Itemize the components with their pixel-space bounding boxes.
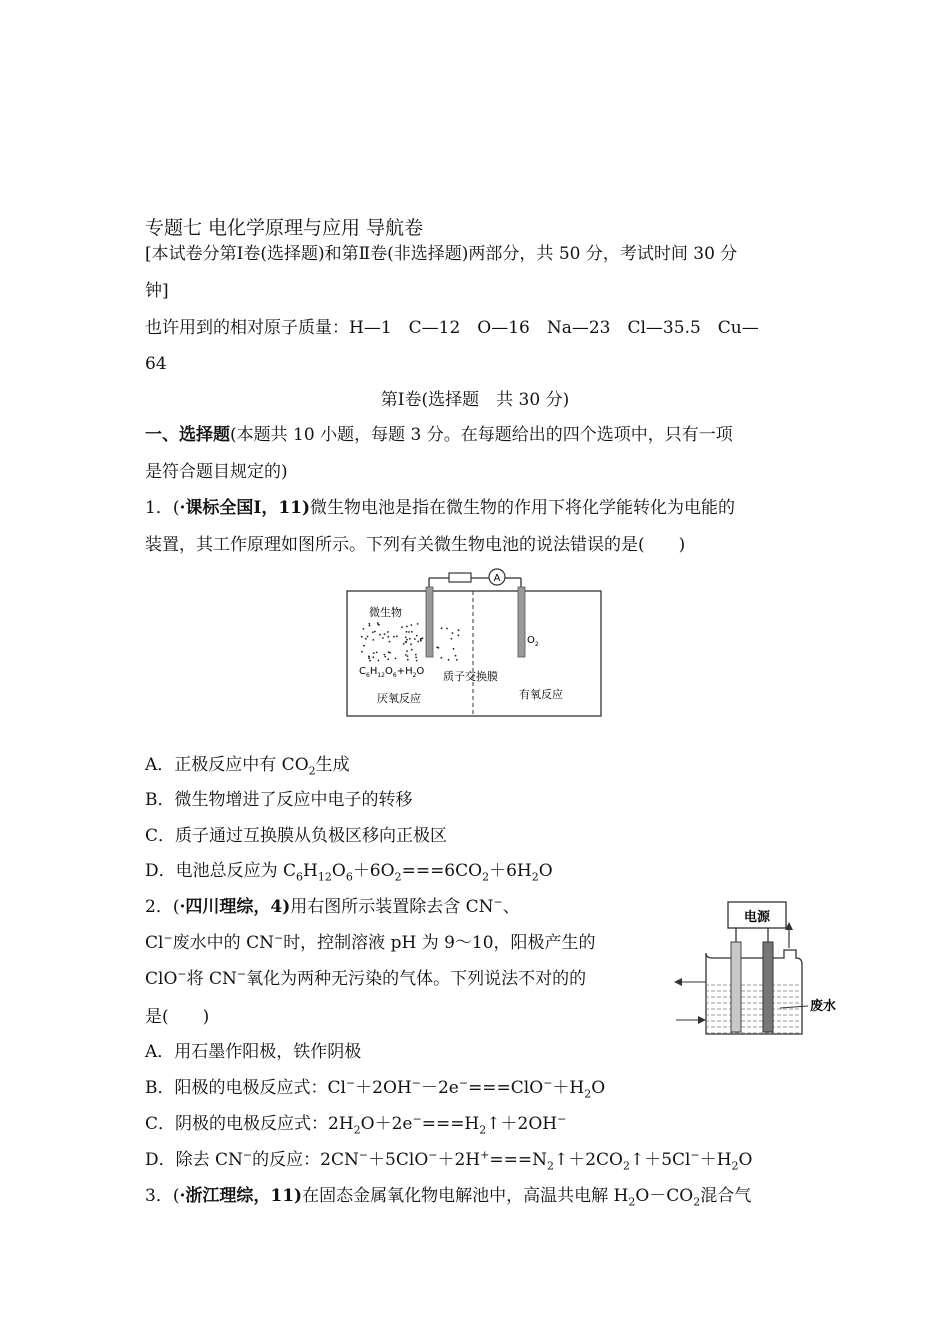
microbe-dot: [410, 643, 412, 645]
microbial-cell-diagram: [345, 567, 605, 719]
microbe-dot: [368, 656, 370, 658]
microbe-dot: [406, 626, 408, 628]
q1-option-d: D．电池总反应为 $C_6H_{12}O_6+6O_2===6CO_2+6H_2O$: [145, 861, 553, 884]
section-title: 第Ⅰ卷(选择题 共 30 分): [380, 390, 570, 410]
microbe-dot: [405, 654, 407, 656]
microbe-dot: [422, 637, 424, 639]
q2-stem-line-4: 是( ): [145, 1007, 210, 1027]
microbe-dot: [369, 625, 371, 627]
q1-stem-line-1: [145, 498, 735, 518]
microbe-dot: [403, 643, 405, 645]
microbe-dot: [387, 631, 389, 633]
microbe-dot: [405, 636, 407, 638]
q1-stem-text: 微生物电池是指在微生物的作用下将化学能转化为电能的: [310, 498, 736, 518]
microbe-dot: [379, 634, 381, 636]
waste-water-label: 废水: [810, 999, 837, 1014]
q1-stem-line-2: 装置，其工作原理如图所示。下列有关微生物电池的说法错误的是( ): [145, 535, 686, 555]
microbe-dot: [440, 657, 442, 659]
microbe-dot: [372, 656, 374, 658]
microbe-dot: [367, 636, 369, 638]
microbe-dot: [451, 638, 453, 640]
aerobic-label: 有氧反应: [519, 688, 563, 701]
microbe-dot: [377, 622, 379, 624]
anode-rod: [731, 942, 741, 1032]
microbe-dot: [396, 635, 398, 637]
q3-source: ·浙江理综，11): [179, 1186, 303, 1206]
microbe-dot: [417, 641, 419, 643]
q2-option-d: D．除去 CN−的反应：$2CN^-+5ClO^-+2H^+===N_2↑+2CO_2↑+5Cl^-+H_2O$: [145, 1148, 753, 1173]
microbe-dot: [452, 632, 454, 634]
q2-stem-line-2: Cl−废水中的 CN−时，控制溶液 pH 为 9～10，阳极产生的: [145, 931, 596, 953]
microbe-dot: [376, 652, 378, 654]
power-source-label: 电源: [743, 910, 771, 925]
microbe-dot: [388, 651, 390, 653]
q2-stem-line-1: 2．(·四川理综，4)用右图所示装置除去含 CN−、: [145, 895, 520, 917]
microbe-dot: [373, 652, 375, 654]
microbe-dot: [395, 658, 397, 660]
microbe-dot: [361, 636, 363, 638]
microbe-dot: [389, 641, 391, 643]
membrane-label: 质子交换膜: [443, 670, 498, 683]
microbe-dot: [411, 631, 413, 633]
microbe-dot: [416, 660, 418, 662]
part-heading-line-1: [145, 425, 733, 445]
q1-option-a: A．正极反应中有 $CO_2$生成: [145, 755, 350, 778]
waste-water-solution: [706, 982, 802, 1034]
document-title: 专题七 电化学原理与应用 导航卷: [145, 217, 424, 239]
microbe-dot: [372, 639, 374, 641]
cathode-electrode: [518, 587, 525, 657]
microbe-dot: [456, 659, 458, 661]
microbe-dot: [446, 628, 448, 630]
ammeter-label: A: [493, 573, 501, 584]
q1-option-b: B．微生物增进了反应中电子的转移: [145, 790, 413, 810]
microbe-dots: [361, 622, 460, 661]
part-heading: 一、选择题: [145, 425, 230, 445]
atomic-mass-line-2: 64: [145, 354, 167, 374]
microbe-dot: [409, 638, 411, 640]
microbe-dot: [417, 623, 419, 625]
microbe-dot: [407, 655, 409, 657]
o2-label: $O_2$: [527, 635, 539, 648]
microbe-dot: [393, 636, 395, 638]
glucose-formula: $C_6H_{12}O_6+H_2O$: [359, 666, 425, 679]
microbe-dot: [420, 640, 422, 642]
microbe-dot: [384, 633, 386, 635]
microbe-dot: [363, 628, 365, 630]
microbe-dot: [378, 660, 380, 662]
microbe-dot: [406, 639, 408, 641]
microbe-dot: [441, 627, 443, 629]
microbe-dot: [453, 648, 455, 650]
microbe-dot: [387, 636, 389, 638]
microbe-label: 微生物: [369, 606, 402, 619]
q2-option-a: A．用石墨作阳极，铁作阴极: [145, 1042, 362, 1062]
microbe-dot: [436, 646, 438, 648]
q1-option-c: C．质子通过互换膜从负极区移向正极区: [145, 826, 448, 846]
microbe-dot: [384, 656, 386, 658]
microbe-dot: [406, 650, 408, 652]
anode-electrode: [426, 587, 433, 657]
microbe-dot: [407, 659, 409, 661]
microbe-dot: [368, 623, 370, 625]
microbe-dot: [408, 631, 410, 633]
q2-source: ·四川理综，4): [179, 897, 291, 917]
microbe-dot: [455, 655, 457, 657]
microbe-dot: [406, 631, 408, 633]
electrolysis-cell-diagram: [670, 898, 845, 1040]
microbe-dot: [458, 629, 460, 631]
part-description: (本题共 10 小题，每题 3 分。在每题给出的四个选项中，只有一项: [230, 425, 733, 445]
microbe-dot: [401, 626, 403, 628]
exam-note-line-2: 钟]: [145, 281, 169, 301]
microbe-dot: [368, 657, 370, 659]
exam-note-line-1: [本试卷分第Ⅰ卷(选择题)和第Ⅱ卷(非选择题)两部分，共 50 分，考试时间 30 分: [145, 244, 738, 264]
cathode-rod: [763, 942, 773, 1032]
q2-stem-line-3: ClO−将 CN−氧化为两种无污染的气体。下列说法不对的的: [145, 967, 587, 989]
microbe-dot: [365, 638, 367, 640]
microbe-dot: [458, 634, 460, 636]
microbe-dot: [448, 659, 450, 661]
microbe-dot: [416, 635, 418, 637]
part-heading-line-2: 是符合题目规定的): [145, 462, 288, 482]
microbe-dot: [387, 658, 389, 660]
microbe-dot: [411, 649, 413, 651]
q1-number: 1．(: [145, 498, 180, 518]
microbe-dot: [372, 631, 374, 633]
q1-source: ·课标全国Ⅰ，11): [179, 498, 311, 518]
microbe-dot: [363, 645, 365, 647]
microbe-dot: [405, 641, 407, 643]
atomic-mass-line-1: 也许用到的相对原子质量：H—1 C—12 O—16 Na—23 Cl—35.5 Cu—: [145, 318, 759, 338]
microbe-dot: [382, 637, 384, 639]
microbe-dot: [415, 657, 417, 659]
microbe-dot: [415, 654, 417, 656]
resistor-icon: [449, 573, 471, 582]
microbe-dot: [369, 660, 371, 662]
microbe-dot: [411, 624, 413, 626]
microbe-dot: [374, 631, 376, 633]
anaerobic-label: 厌氧反应: [377, 692, 421, 705]
q3-stem-line-1: 3．(·浙江理综，11)在固态金属氧化物电解池中，高温共电解 $H_2O-CO_2$混合气: [145, 1186, 752, 1209]
q2-option-c: C．阴极的电极反应式：$2H_2O+2e^-===H_2↑+2OH^-$: [145, 1112, 567, 1137]
microbe-dot: [361, 651, 363, 653]
q2-option-b: B．阳极的电极反应式：$Cl^-+2OH^--2e^-===ClO^-+H_2O$: [145, 1076, 606, 1101]
microbe-dot: [414, 638, 416, 640]
microbe-dot: [384, 654, 386, 656]
